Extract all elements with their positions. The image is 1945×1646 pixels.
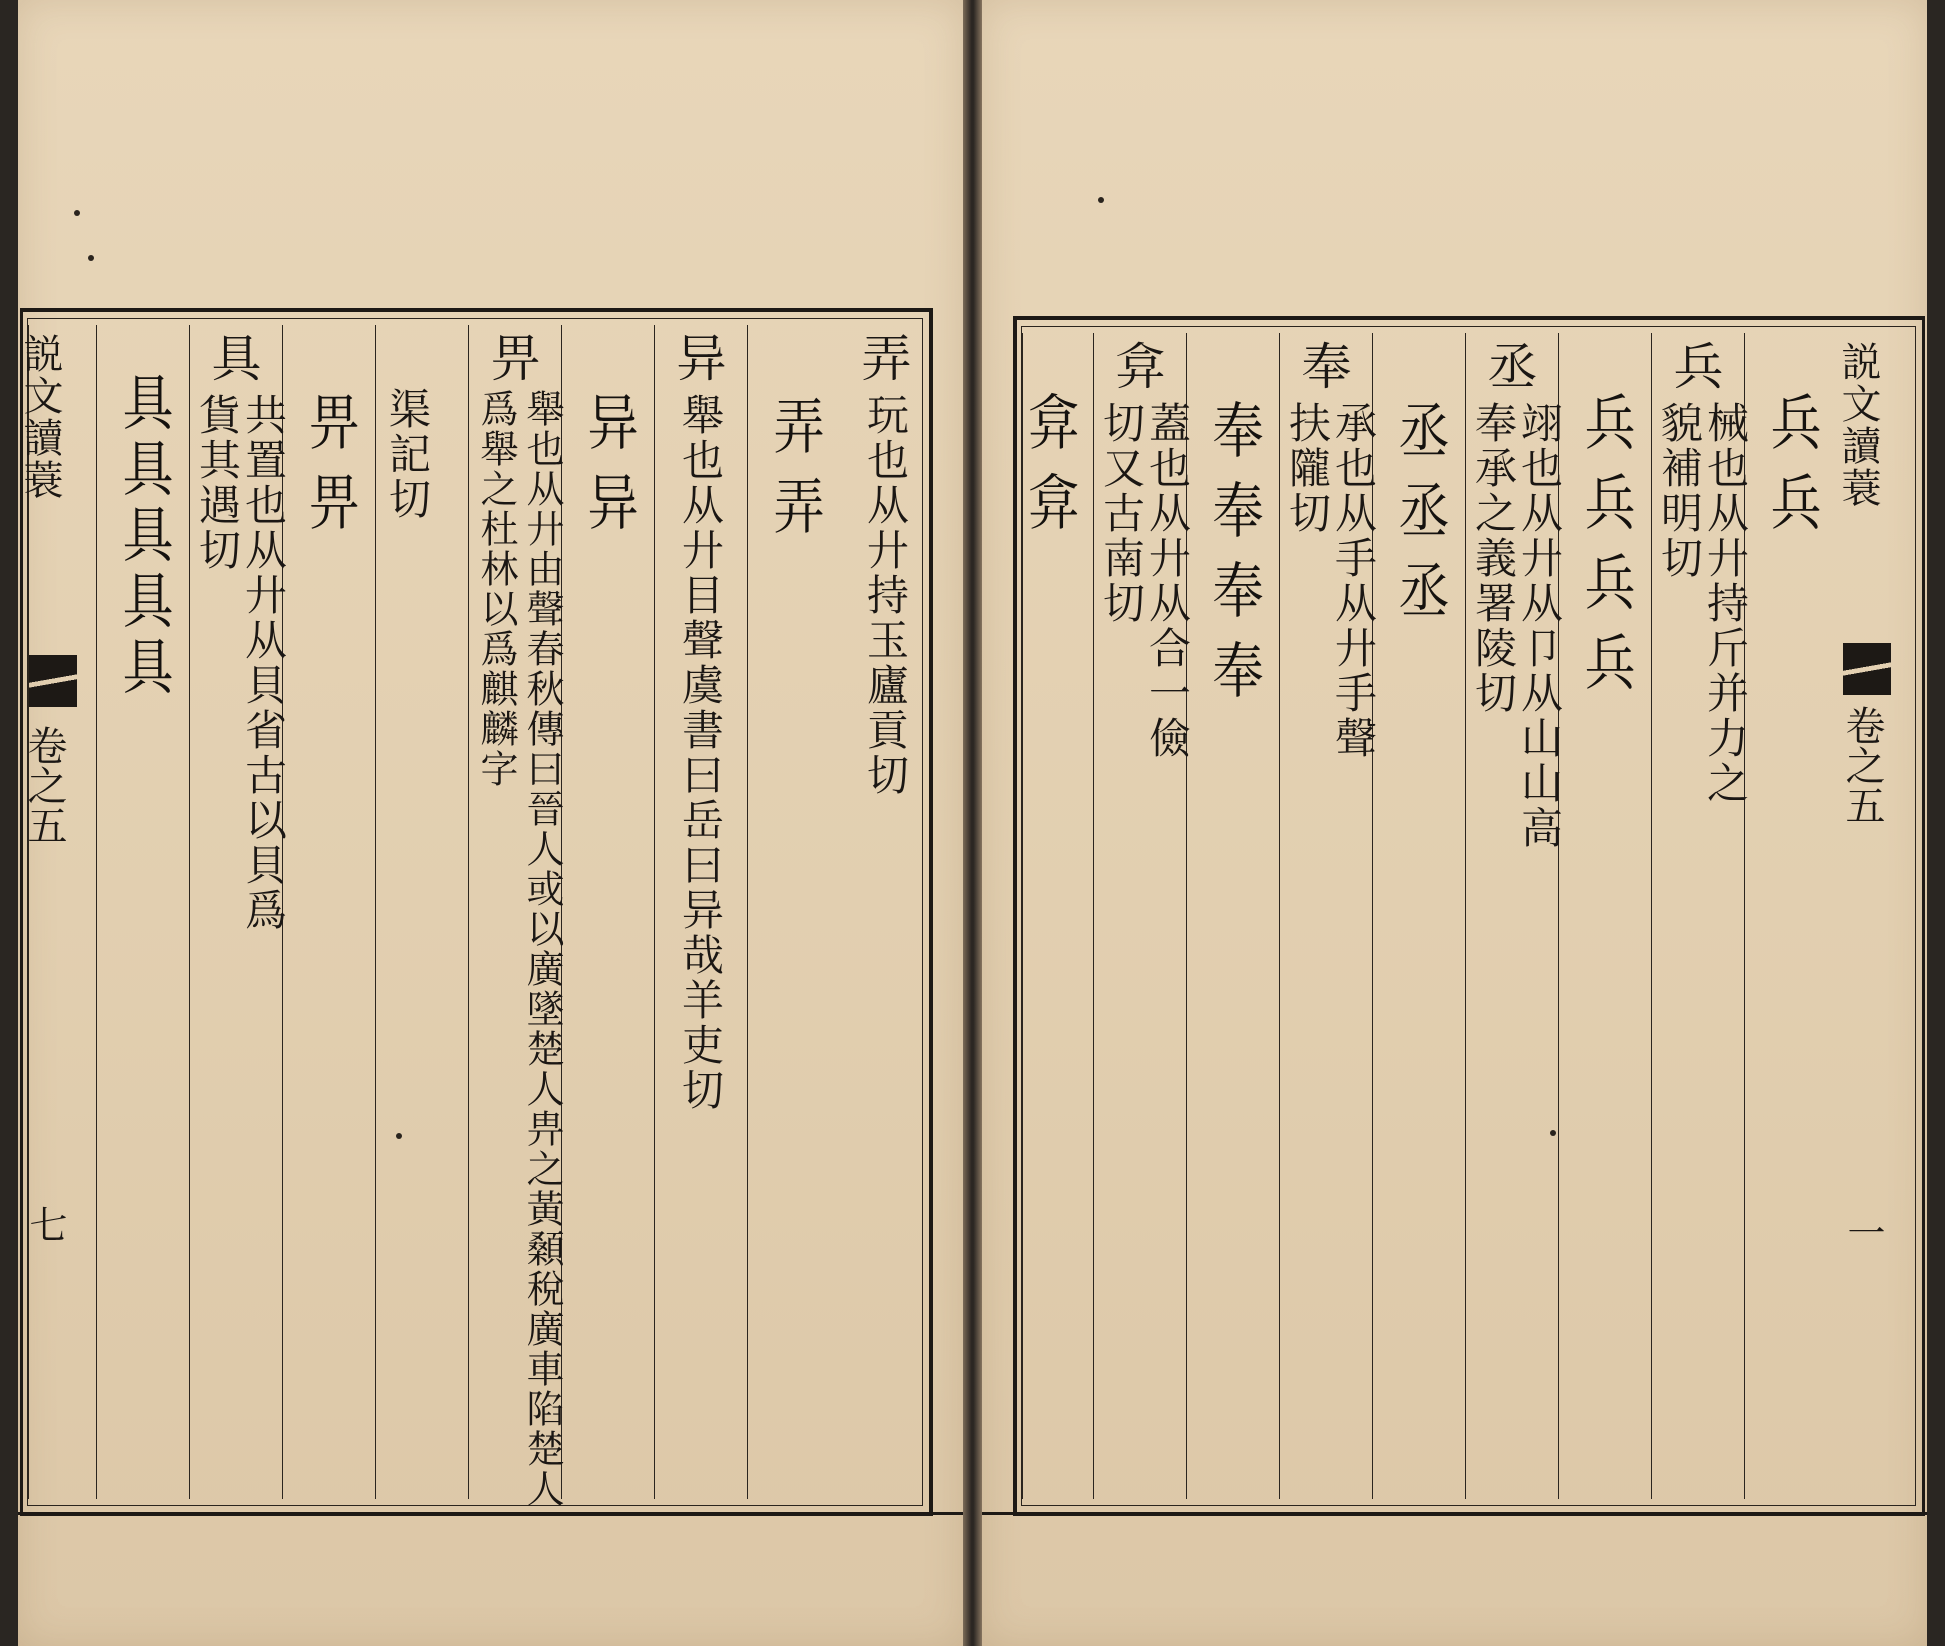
head-character: 奉 [1301, 338, 1352, 396]
seal-script: 奉奉奉奉 [1204, 399, 1264, 719]
ink-speck [1550, 1130, 1556, 1136]
left-inner-border [17, 318, 923, 1509]
seal-script: 兵兵 [1762, 391, 1822, 551]
gloss-text: 舉也从廾目聲虞書曰岳曰异哉羊吏切 [676, 393, 725, 1113]
gloss-text: 承也从手从廾手聲扶隴切 [1283, 401, 1378, 761]
right-column-3 [1558, 333, 1652, 1499]
head-character: 弄 [861, 330, 912, 388]
head-character: 畀 [490, 330, 541, 388]
right-column-7 [1186, 333, 1280, 1499]
page-number: 七 [23, 1205, 67, 1243]
right-column-1 [1744, 333, 1838, 1499]
right-column-2 [1651, 333, 1750, 1499]
left-column-2 [747, 325, 841, 1499]
seal-script: 丞丞丞 [1390, 399, 1450, 639]
left-column-9 [96, 325, 190, 1499]
left-column-7 [282, 325, 376, 1499]
gloss-text: 共置也从廾从貝省古以貝爲貨其遇切 [193, 393, 288, 933]
right-column-8 [1093, 333, 1192, 1499]
head-character: 具 [211, 330, 262, 388]
gloss-text: 械也从廾持斤并力之貌補明切 [1655, 401, 1750, 806]
volume-label: 卷之五 [21, 725, 67, 845]
right-column-9 [1019, 333, 1094, 1499]
gloss-text: 蓋也从廾从合一儉切又古南切 [1097, 401, 1192, 761]
left-column-5 [468, 325, 564, 1509]
book-gutter [963, 0, 982, 1646]
ink-speck [88, 255, 94, 261]
right-bottom-rule [982, 1512, 1927, 1515]
seal-script: 异异 [579, 391, 639, 551]
fishtail-mark [1843, 643, 1891, 695]
right-edge-column [1837, 333, 1901, 1499]
right-column-5 [1372, 333, 1466, 1499]
right-text-frame [1013, 316, 1925, 1516]
seal-script: 弇弇 [1019, 391, 1080, 551]
gloss-text: 渠記切 [383, 387, 432, 522]
left-edge-column [17, 325, 93, 1499]
right-inner-border [1021, 326, 1916, 1506]
seal-script: 兵兵兵兵 [1576, 391, 1636, 711]
left-column-6 [375, 325, 469, 1499]
ink-speck [74, 210, 80, 216]
head-character: 丞 [1487, 338, 1538, 396]
seal-script: 弄弄 [765, 395, 825, 555]
right-column-4 [1465, 333, 1564, 1499]
right-column-6 [1279, 333, 1378, 1499]
ink-speck [396, 1133, 402, 1139]
left-column-1 [840, 325, 933, 1499]
book-title: 説文讀蓑 [17, 333, 63, 501]
head-character: 弇 [1115, 338, 1166, 396]
volume-label: 卷之五 [1839, 705, 1885, 825]
left-column-8 [189, 325, 288, 1499]
seal-script: 具具具具具 [114, 371, 174, 701]
seal-script: 畀畀 [300, 391, 360, 551]
head-character: 兵 [1673, 338, 1724, 396]
gloss-text: 玩也从廾持玉廬貢切 [861, 393, 910, 798]
ink-speck [1098, 197, 1104, 203]
gloss-text: 翊也从廾从卩从山山高奉承之義署陵切 [1469, 401, 1564, 851]
gloss-text: 舉也从廾由聲春秋傳曰晉人或以廣墜楚人畁之黃顙稅廣車陷楚人爲舉之杜林以爲麒麟字 [474, 389, 564, 1509]
left-bottom-rule [18, 1512, 963, 1515]
left-text-frame [17, 308, 933, 1516]
left-column-4 [561, 325, 655, 1499]
page-number: 一 [1841, 1213, 1885, 1251]
head-character: 异 [676, 330, 727, 388]
left-column-3 [654, 325, 748, 1499]
book-title: 説文讀蓑 [1835, 341, 1881, 509]
fishtail-mark [29, 655, 77, 707]
